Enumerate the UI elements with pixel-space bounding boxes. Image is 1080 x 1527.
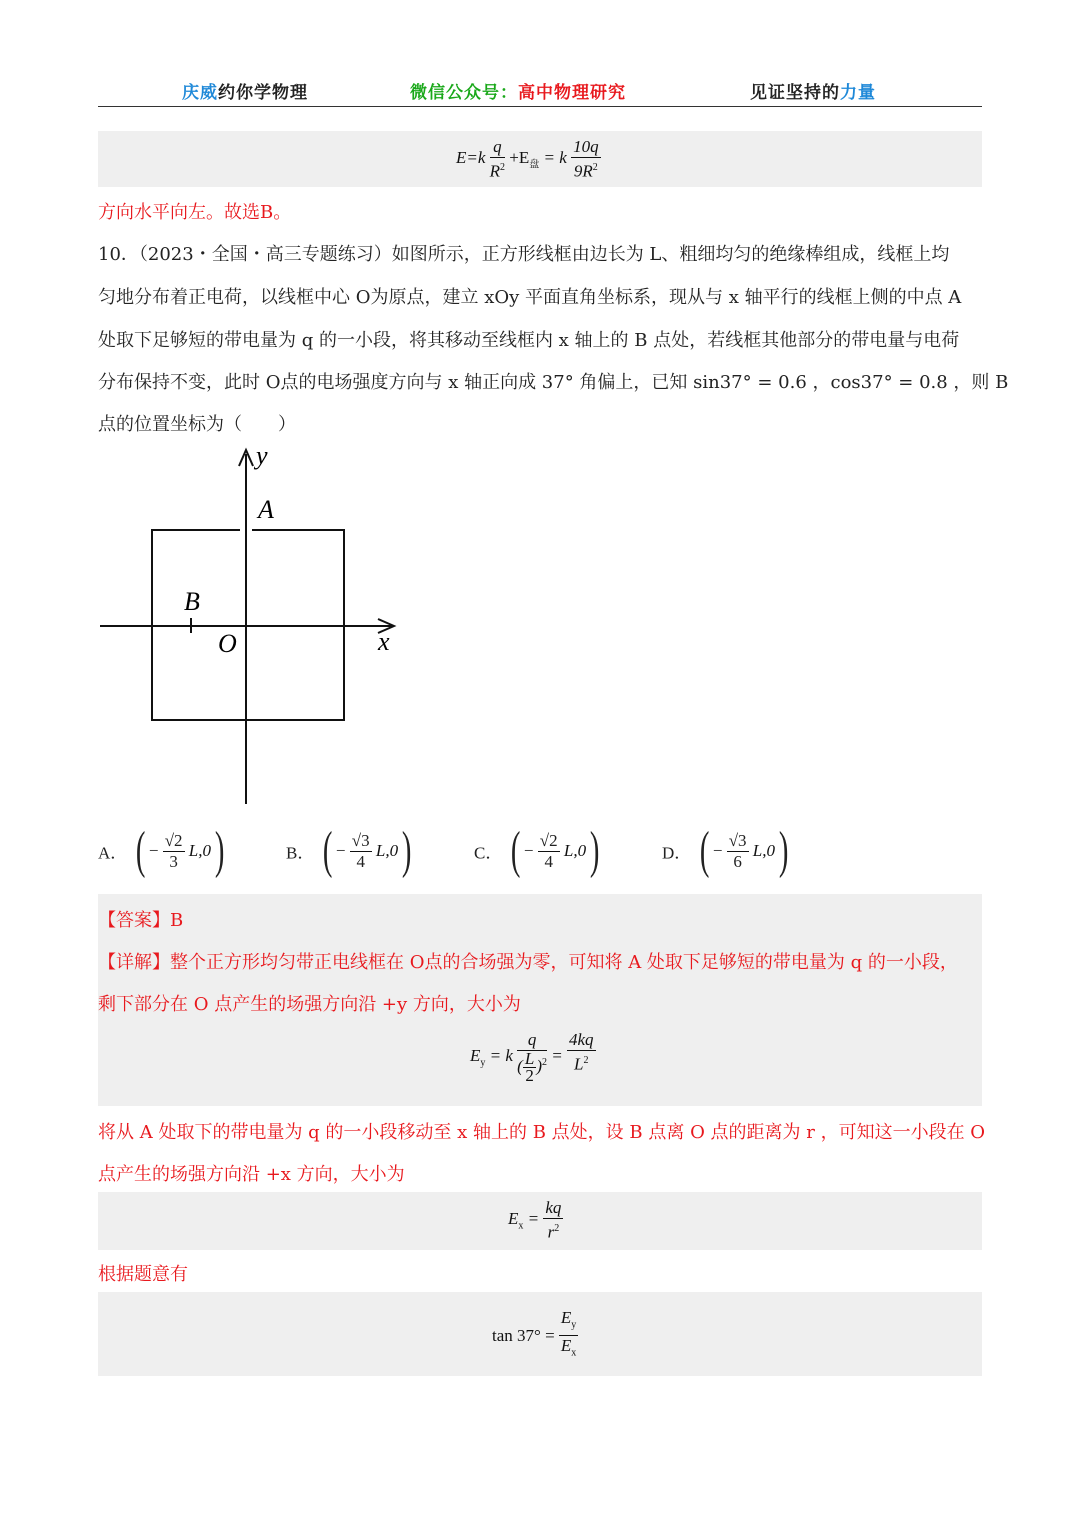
prev-eq-den-wrap: $9R^2$ [573,161,598,181]
question-line-5: 点的位置坐标为（ ） [98,414,296,435]
detail-line-3: 将从 A 处取下的带电量为 q 的一小段移动至 x 轴上的 B 点处，设 B 点离 O 点的距离为 r ，可知这一小段在 O [98,1122,986,1143]
option-c-minus: − [523,841,534,860]
header-right-b: 力量 [840,83,876,103]
eq3-den-sub: x [571,1347,577,1359]
prev-conclusion: 方向水平向左。故选B。 [98,202,292,223]
option-d-lparen: ( [699,822,709,879]
eq3-num-sub: y [571,1319,577,1331]
option-c-num: √2 [539,830,558,850]
option-a-minus: − [148,841,159,860]
eq1-den2-wrap: $L^2$ [574,1054,589,1074]
option-a-rparen: ) [214,822,225,879]
eq3-den: E [560,1336,572,1356]
detail-text-1: 整个正方形均匀带正电线框在 O点的合场强为零，可知将 A 处取下足够短的带电量为 q 的一小段， [170,952,958,973]
question-line-1: 10．（2023・全国・高三专题练习）如图所示，正方形线框由边长为 L、粗细均匀的绝缘棒组成，线框上均 [98,244,950,265]
eq2-box [98,1192,982,1250]
option-b-den: 4 [356,851,365,871]
eq3-box [98,1292,982,1376]
prev-eq-lhs: E=k [456,148,486,168]
eq2-eq: = [527,1209,540,1229]
prev-equation-box [98,131,982,187]
eq1-q: q [517,1030,547,1051]
header-mid [410,78,626,103]
option-d-tail: L,0 [752,841,776,860]
option-b-minus: − [335,841,346,860]
detail-line-5: 根据题意有 [98,1264,188,1285]
question-line-4: 分布保持不变，此时 O点的电场强度方向与 x 轴正向成 37° 角偏上，已知 sin37° = 0.6 ，cos37° = 0.8 ，则 B [98,372,1009,393]
option-c-frac [538,831,560,872]
prev-eq-r2: $R^2$ [489,161,506,181]
header-left-a: 庆威 [182,83,218,103]
option-d-minus: − [712,841,723,860]
detail-line-1 [98,948,958,974]
eq1-L: L [524,1049,535,1068]
option-d-letter: D． [662,843,692,863]
eq2-lhs: E [508,1209,519,1229]
prev-eq-frac2 [571,137,601,182]
answer-label: 【答案】 [98,910,170,931]
eq1-l2 [523,1051,536,1084]
prev-eq-q: q [490,137,505,158]
eq2-num: kq [545,1198,562,1217]
header-divider [98,106,982,107]
eq1-frac2 [567,1030,596,1075]
question-line-3: 处取下足够短的带电量为 q 的一小段，将其移动至线框内 x 轴上的 B 点处，若线框其他部分的带电量与电荷 [98,330,960,351]
option-d-den: 6 [733,851,742,871]
header-right-a: 见证坚持的 [750,83,840,103]
eq1-k: = k [489,1045,513,1065]
prev-equation [456,137,601,182]
eq3-frac [559,1308,578,1364]
option-b-frac [350,831,372,872]
eq1-two: 2 [525,1066,534,1085]
prev-eq-eq: = k [543,148,567,168]
header-left [182,78,308,103]
eq1-den-wrap: ( $\frac{L}{2}$ )$^2$ [517,1049,547,1085]
option-c-tail: L,0 [563,841,587,860]
answer-value: B [170,910,184,931]
option-d-rparen: ) [778,822,789,879]
header-right [750,78,876,103]
prev-eq-num: 10q [573,137,599,156]
option-c-lparen: ( [510,822,521,879]
equation-ex [508,1198,563,1243]
option-a-tail: L,0 [188,841,212,860]
option-b-num: √3 [351,830,370,850]
eq1-num: 4kq [568,1030,594,1049]
option-b-letter: B． [286,843,315,863]
label-o: O [218,629,237,658]
option-a-letter: A． [98,843,128,863]
detail-label: 【详解】 [98,952,170,973]
eq1-den: L [574,1054,584,1074]
eq1-lhs: E [470,1045,481,1065]
label-a: A [258,495,274,524]
option-d-num: √3 [728,830,747,850]
header-left-b: 约你学物理 [218,83,308,103]
eq1-eq: = [551,1045,563,1065]
eq3-den-wrap [559,1336,578,1363]
eq2-sub: x [518,1220,524,1232]
option-b-tail: L,0 [375,841,399,860]
eq3-num-wrap [559,1308,578,1336]
eq2-frac [543,1198,563,1243]
option-d[interactable] [662,822,792,879]
option-a[interactable] [98,822,228,879]
option-b-rparen: ) [401,822,412,879]
eq2-den: r [547,1222,555,1242]
option-a-num: √2 [164,830,183,850]
eq3-num: E [560,1308,572,1327]
label-y: y [256,441,268,470]
square-frame-figure [98,440,408,810]
prev-eq-sub: 盘 [529,159,540,171]
eq2-den-wrap: $r^2$ [547,1222,560,1242]
header-mid-a: 微信公众号： [410,83,518,103]
option-c-letter: C． [474,843,503,863]
prev-eq-r: R [489,161,501,181]
equation-tan [492,1308,578,1364]
option-c[interactable] [474,822,603,879]
option-b[interactable] [286,822,415,879]
header-mid-b: 高中物理研究 [518,83,626,103]
detail-line-2: 剩下部分在 O 点产生的场强方向沿 +y 方向，大小为 [98,994,521,1015]
eq3-lhs: tan 37° = [492,1325,555,1345]
eq1-frac1 [517,1030,547,1084]
detail-line-4: 点产生的场强方向沿 +x 方向，大小为 [98,1164,405,1185]
label-x: x [378,627,390,656]
option-c-rparen: ) [589,822,600,879]
label-b: B [184,587,200,616]
equation-ey [470,1030,596,1084]
answer-line [98,906,183,932]
question-line-2: 匀地分布着正电荷，以线框中心 O为原点，建立 xOy 平面直角坐标系，现从与 x 轴平行的线框上侧的中点 A [98,287,962,308]
prev-eq-den: 9R [573,161,593,181]
option-a-lparen: ( [135,822,145,879]
option-d-frac [727,831,749,872]
option-b-lparen: ( [322,822,333,879]
prev-eq-frac1 [490,137,505,182]
option-a-den: 3 [169,851,178,871]
option-c-den: 4 [544,851,553,871]
prev-eq-plus: +E [509,148,530,168]
eq1-sub: y [480,1057,486,1069]
option-a-frac [163,831,185,872]
